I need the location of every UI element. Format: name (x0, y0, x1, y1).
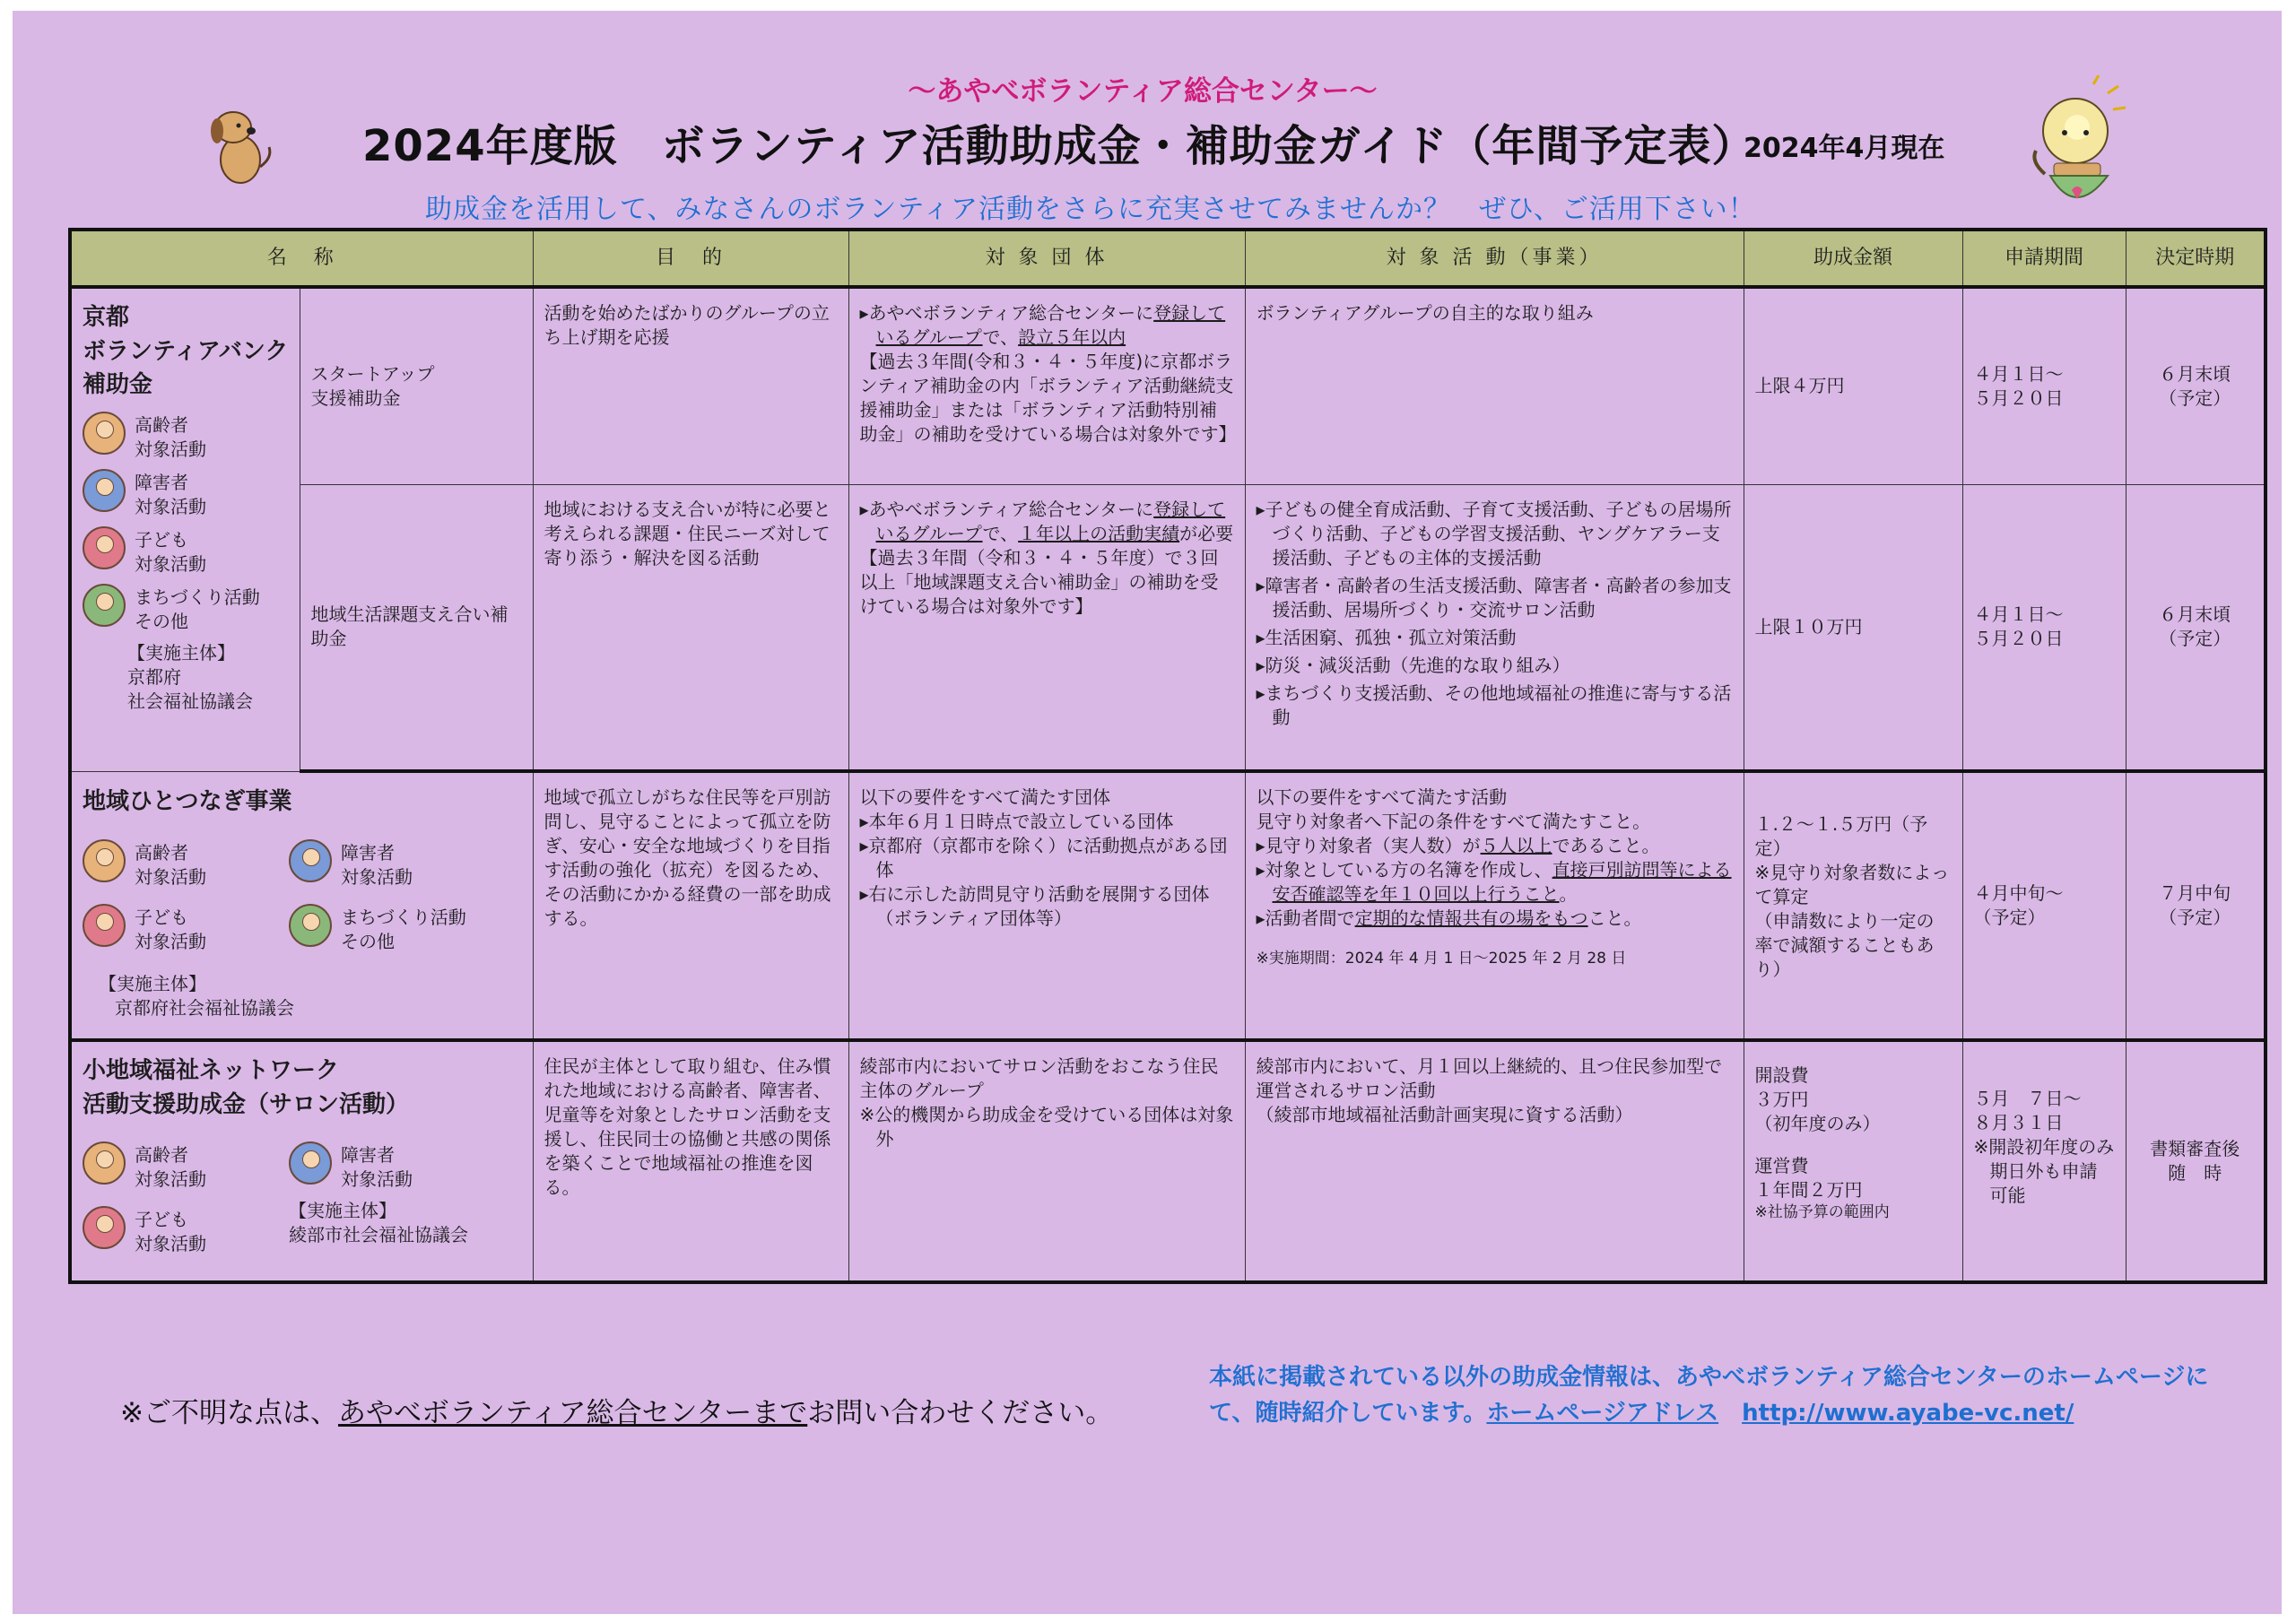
salon-implementer-block (289, 1199, 495, 1263)
salon-period-cell (1962, 1040, 2126, 1282)
inquiry-note: ※ご不明な点は、あやべボランティア総合センターまでお問い合わせください。 (120, 1397, 1114, 1429)
hitotsunagi-period: ４月中旬〜 （予定） (1962, 771, 2126, 1040)
list-item: まちづくり活動 その他 (289, 904, 495, 954)
list-item: ▸まちづくり支援活動、その他地域福祉の推進に寄与する活動 (1256, 681, 1732, 728)
hitotsunagi-implementer: 京都府社会福祉協議会 (115, 996, 294, 1019)
salon-amount-setup: 開設費 ３万円 （初年度のみ） (1754, 1064, 1881, 1134)
salon-amount-run: 運営費 １年間２万円 (1754, 1155, 1863, 1201)
kyoto-program-cell (70, 287, 300, 771)
disabled-icon (289, 1141, 332, 1185)
list-item: 障害者 対象活動 (289, 1141, 495, 1192)
hitotsunagi-implementer-label: 【実施主体】 (99, 972, 206, 994)
list-item: 子ども 対象活動 (83, 526, 289, 577)
lightbulb-mascot-icon (2018, 75, 2135, 219)
hitotsunagi-program-name: 地域ひとつなぎ事業 (83, 788, 292, 815)
list-item: 子ども 対象活動 (83, 904, 289, 954)
list-item: ▸右に示した訪問見守り活動を展開する団体（ボランティア団体等） (859, 883, 1210, 929)
regional-decision: ６月末頃 （予定） (2126, 484, 2266, 771)
kyoto-program-name: 京都 ボランティアバンク 補助金 (83, 304, 289, 399)
hitotsunagi-target-group (848, 771, 1245, 1040)
header-period: 申請期間 (1962, 230, 2126, 287)
kyoto-target-list (83, 412, 289, 634)
regional-activity (1245, 484, 1744, 771)
regional-target-requirement: ▸あやべボランティア総合センターに登録しているグループで、１年以上の活動実績が必要 (859, 498, 1234, 544)
elderly-icon (83, 1141, 126, 1185)
header-purpose: 目 的 (533, 230, 848, 287)
header-amount: 助成金額 (1744, 230, 1962, 287)
list-item: 見守り対象者へ下記の条件をすべて満たすこと。 (1256, 811, 1651, 832)
kyoto-implementer: 【実施主体】 京都府 社会福祉協議会 (127, 642, 253, 713)
list-item: 以下の要件をすべて満たす団体 (859, 786, 1111, 808)
center-contact-link: あやべボランティア総合センターまで (337, 1397, 808, 1429)
list-item: ▸子どもの健全育成活動、子育て支援活動、子どもの居場所づくり活動、子どもの学習支援活動、ヤングケアラー支援活動、子どもの主体的支援活動 (1256, 498, 1732, 568)
hitotsunagi-program-cell (70, 771, 533, 1040)
child-icon (83, 526, 126, 569)
regional-subsidy-name: 地域生活課題支え合い補助金 (300, 484, 533, 771)
list-item: ▸見守り対象者（実人数）が５人以上であること。 (1256, 835, 1660, 856)
other-grants-info (1209, 1359, 2231, 1432)
hitotsunagi-amount: １.２〜１.５万円（予定） (1754, 813, 1928, 859)
list-item: 綾部市内においてサロン活動をおこなう住民主体のグループ (859, 1055, 1219, 1101)
regional-target-group (848, 484, 1245, 771)
hitotsunagi-activity (1245, 771, 1744, 1040)
startup-target-requirement: ▸あやべボランティア総合センターに登録しているグループで、設立５年以内 (859, 302, 1226, 348)
list-item: ▸対象としている方の名簿を作成し、直接戸別訪問等による安否確認等を年１０回以上行うこと。 (1256, 859, 1732, 905)
list-item: ▸生活困窮、孤独・孤立対策活動 (1256, 626, 1517, 648)
salon-amount-note: ※社協予算の範囲内 (1754, 1203, 1890, 1221)
list-item: ▸防災・減災活動（先進的な取り組み） (1256, 654, 1570, 676)
dog-mascot-icon (203, 104, 278, 190)
table-row (70, 287, 2266, 484)
table-header-row (70, 230, 2266, 287)
salon-target-group (848, 1040, 1245, 1282)
center-subtitle: 〜あやべボランティア総合センター〜 (908, 75, 1378, 108)
hitotsunagi-amount-cell (1744, 771, 1962, 1040)
startup-period: ４月１日〜 ５月２０日 (1962, 287, 2126, 484)
header-target-activity: 対 象 活 動（事業） (1245, 230, 1744, 287)
disabled-icon (289, 839, 332, 882)
salon-purpose: 住民が主体として取り組む、住み慣れた地域における高齢者、障害者、児童等を対象としたサロン活動を支援し、住民同士の協働と共感の関係を築くことで地域福祉の推進を図る。 (533, 1040, 848, 1282)
homepage-url-link[interactable]: http://www.ayabe-vc.net/ (1742, 1400, 2074, 1428)
startup-subsidy-name: スタートアップ 支援補助金 (300, 287, 533, 484)
list-item: ▸障害者・高齢者の生活支援活動、障害者・高齢者の参加支援活動、居場所づくり・交流サロン活動 (1256, 574, 1732, 621)
salon-program-cell (70, 1040, 533, 1282)
startup-purpose: 活動を始めたばかりのグループの立ち上げ期を応援 (533, 287, 848, 484)
table-row (70, 771, 2266, 1040)
town-icon (289, 904, 332, 947)
regional-purpose: 地域における支え合いが特に必要と考えられる課題・住民ニーズ対して寄り添う・解決を図る活動 (533, 484, 848, 771)
regional-amount: 上限１０万円 (1744, 484, 1962, 771)
salon-period: ５月 ７日〜 ８月３１日 (1973, 1088, 2082, 1133)
regional-target-exclusion: 【過去３年間（令和３・４・５年度）で３回以上「地域課題支え合い補助金」の補助を受けている場合は対象外です】 (859, 546, 1219, 617)
child-icon (83, 904, 126, 947)
grant-schedule-table (68, 228, 2267, 1284)
list-item: まちづくり活動 その他 (83, 584, 289, 634)
as-of-date: 2024年4月現在 (1744, 133, 1945, 164)
startup-target-exclusion: 【過去３年間(令和３・４・５年度)に京都ボランティア補助金の内「ボランティア活動継続支援補助金」または「ボランティア活動特別補助金」の補助を受けている場合は対象外です】 (859, 351, 1237, 445)
elderly-icon (83, 839, 126, 882)
hitotsunagi-period-note: ※実施期間：2024 年 4 月 1 日〜2025 年 2 月 28 日 (1256, 950, 1627, 968)
salon-period-note: ※開設初年度のみ期日外も申請可能 (1973, 1136, 2115, 1206)
hitotsunagi-decision: ７月中旬 （予定） (2126, 771, 2266, 1040)
startup-decision: ６月末頃 （予定） (2126, 287, 2266, 484)
disabled-icon (83, 469, 126, 512)
other-grants-text: 本紙に掲載されている以外の助成金情報は、あやべボランティア総合センターのホームページにて、随時紹介しています。 (1209, 1364, 2209, 1428)
hitotsunagi-target-list (83, 832, 522, 961)
list-item: ▸京都府（京都市を除く）に活動拠点がある団体 (859, 835, 1228, 881)
lead-message: 助成金を活用して、みなさんのボランティア活動をさらに充実させてみませんか？ ぜひ、ご活用下さい！ (425, 194, 1756, 225)
list-item: ▸活動者間で定期的な情報共有の場をもつこと。 (1256, 907, 1642, 929)
salon-implementer: 綾部市社会福祉協議会 (289, 1224, 468, 1246)
town-icon (83, 584, 126, 627)
homepage-label: ホームページアドレス (1486, 1400, 1719, 1428)
startup-target-group (848, 287, 1245, 484)
salon-target-list (83, 1134, 522, 1263)
list-item: ※公的機関から助成金を受けている団体は対象外 (859, 1104, 1234, 1150)
list-item: 高齢者 対象活動 (83, 412, 289, 462)
salon-decision: 書類審査後 随 時 (2126, 1040, 2266, 1282)
list-item: 障害者 対象活動 (83, 469, 289, 519)
list-item: 以下の要件をすべて満たす活動 (1256, 786, 1508, 808)
table-row (70, 1040, 2266, 1282)
regional-period: ４月１日〜 ５月２０日 (1962, 484, 2126, 771)
startup-activity: ボランティアグループの自主的な取り組み (1245, 287, 1744, 484)
hitotsunagi-amount-note: ※見守り対象者数によって算定 （申請数により一定の率で減額することもあり） (1754, 862, 1950, 980)
salon-implementer-label: 【実施主体】 (289, 1200, 396, 1222)
list-item: 高齢者 対象活動 (83, 839, 289, 890)
salon-activity: 綾部市内において、月１回以上継続的、且つ住民参加型で運営されるサロン活動 （綾部市地域福祉活動計画実現に資する活動） (1245, 1040, 1744, 1282)
table-row (70, 484, 2266, 771)
header-name: 名 称 (70, 230, 533, 287)
list-item: 子ども 対象活動 (83, 1206, 289, 1256)
header-target-group: 対 象 団 体 (848, 230, 1245, 287)
list-item: 高齢者 対象活動 (83, 1141, 289, 1192)
list-item: ▸本年６月１日時点で設立している団体 (859, 811, 1174, 832)
child-icon (83, 1206, 126, 1249)
salon-program-name: 小地域福祉ネットワーク 活動支援助成金（サロン活動） (83, 1057, 410, 1118)
startup-amount: 上限４万円 (1744, 287, 1962, 484)
hitotsunagi-purpose: 地域で孤立しがちな住民等を戸別訪問し、見守ることによって孤立を防ぎ、安心・安全な地域づくりを目指す活動の強化（拡充）を図るため、その活動にかかる経費の一部を助成する。 (533, 771, 848, 1040)
elderly-icon (83, 412, 126, 455)
page-title: 2024年度版 ボランティア活動助成金・補助金ガイド（年間予定表） (362, 121, 1756, 171)
header-decision: 決定時期 (2126, 230, 2266, 287)
list-item: 障害者 対象活動 (289, 839, 495, 890)
salon-amount-cell (1744, 1040, 1962, 1282)
